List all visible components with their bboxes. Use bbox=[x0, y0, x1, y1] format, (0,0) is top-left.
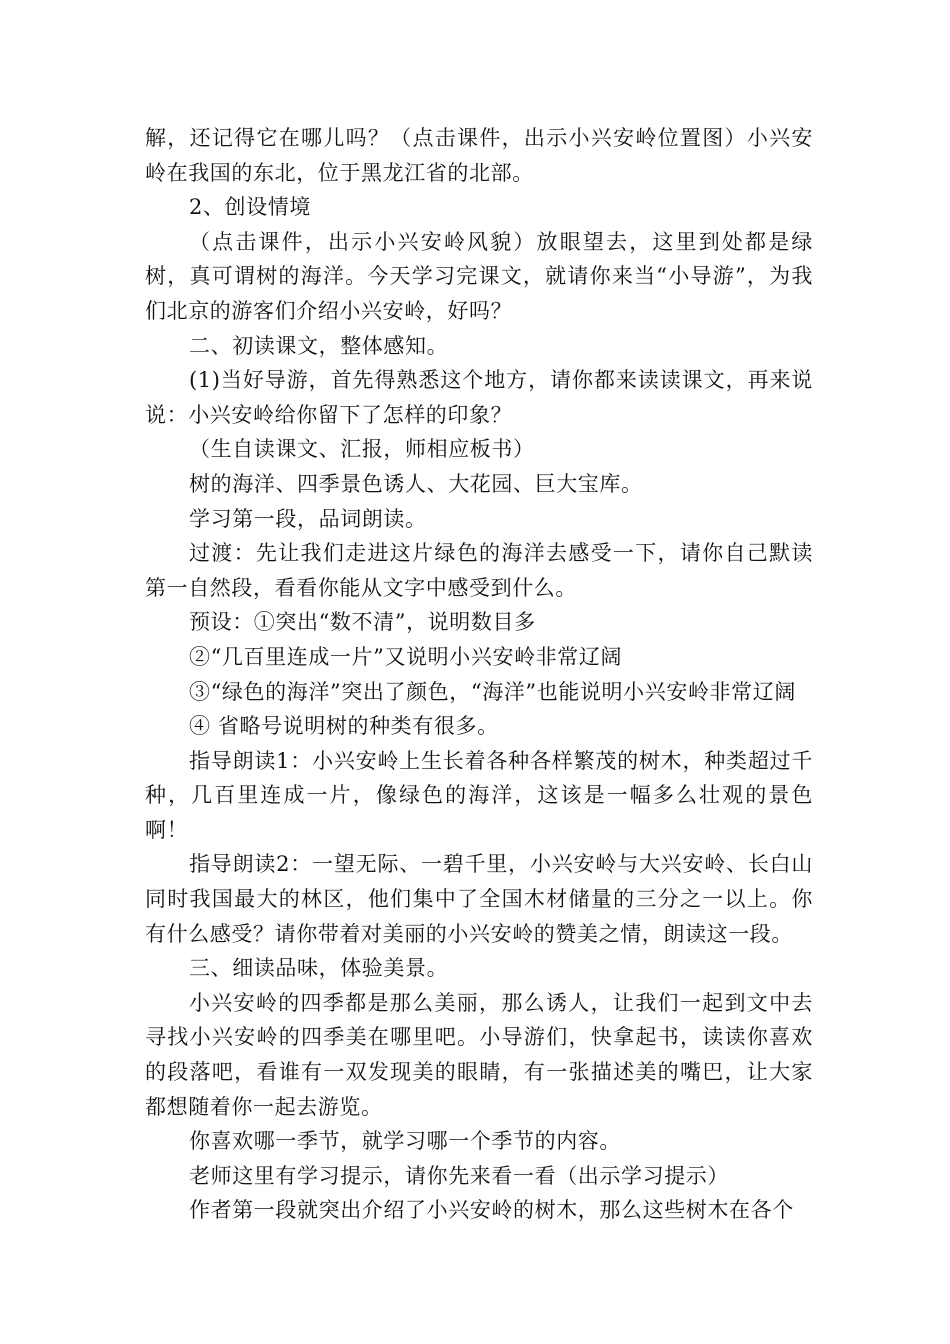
paragraph-8: 学习第一段，品词朗读。 bbox=[189, 506, 427, 531]
paragraph-14: 指导朗读1：小兴安岭上生长着各种各样繁茂的树木，种类超过千种，几百里连成一片，像绿色的海洋，这该是一幅多么壮观的景色啊！ bbox=[145, 748, 813, 842]
paragraph-2: 2、创设情境 bbox=[189, 195, 311, 220]
paragraph-1: 解，还记得它在哪儿吗？（点击课件，出示小兴安岭位置图）小兴安岭在我国的东北，位于黑龙江省的北部。 bbox=[145, 126, 813, 185]
paragraph-20: 作者第一段就突出介绍了小兴安岭的树木，那么这些树木在各个 bbox=[189, 1198, 794, 1223]
paragraph-9: 过渡：先让我们走进这片绿色的海洋去感受一下，请你自己默读第一自然段，看看你能从文字中感受到什么。 bbox=[145, 541, 813, 600]
paragraph-19: 老师这里有学习提示，请你先来看一看（出示学习提示） bbox=[189, 1163, 729, 1188]
paragraph-7: 树的海洋、四季景色诱人、大花园、巨大宝库。 bbox=[189, 471, 643, 496]
paragraph-4: 二、初读课文，整体感知。 bbox=[189, 333, 449, 358]
paragraph-6: （生自读课文、汇报，师相应板书） bbox=[189, 437, 535, 462]
paragraph-5: (1)当好导游，首先得熟悉这个地方，请你都来读读课文，再来说说：小兴安岭给你留下了怎样的印象？ bbox=[145, 368, 813, 427]
paragraph-10: 预设：①突出“数不清”，说明数目多 bbox=[189, 610, 536, 635]
paragraph-18: 你喜欢哪一季节，就学习哪一个季节的内容。 bbox=[189, 1129, 621, 1154]
paragraph-13: ④ 省略号说明树的种类有很多。 bbox=[189, 714, 499, 739]
paragraph-3: （点击课件，出示小兴安岭风貌）放眼望去，这里到处都是绿树，真可谓树的海洋。今天学习完课文，就请你来当“小导游”，为我们北京的游客们介绍小兴安岭，好吗？ bbox=[145, 229, 813, 323]
paragraph-12: ③“绿色的海洋”突出了颜色，“海洋”也能说明小兴安岭非常辽阔 bbox=[189, 679, 796, 704]
paragraph-15: 指导朗读2：一望无际、一碧千里，小兴安岭与大兴安岭、长白山同时我国最大的林区，他们集中了全国木材储量的三分之一以上。你有什么感受？请你带着对美丽的小兴安岭的赞美之情，朗读这一段。 bbox=[145, 852, 813, 946]
document-body bbox=[145, 121, 813, 1228]
paragraph-16: 三、细读品味，体验美景。 bbox=[189, 956, 449, 981]
paragraph-17: 小兴安岭的四季都是那么美丽，那么诱人，让我们一起到文中去寻找小兴安岭的四季美在哪里吧。小导游们，快拿起书，读读你喜欢的段落吧，看谁有一双发现美的眼睛，有一张描述美的嘴巴，让大家都想随着你一起去游览。 bbox=[145, 990, 813, 1119]
paragraph-11: ②“几百里连成一片”又说明小兴安岭非常辽阔 bbox=[189, 644, 623, 669]
